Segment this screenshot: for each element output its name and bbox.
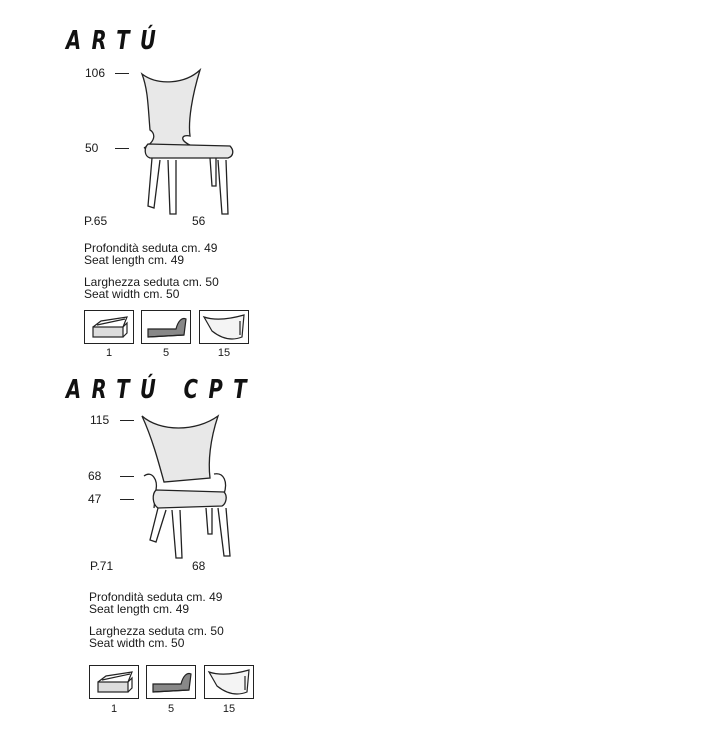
seat-width-en: Seat width cm. 50 xyxy=(84,287,180,301)
icon-label: 5 xyxy=(167,703,175,715)
height-tick xyxy=(115,73,129,74)
seat-depth-it: Profondità seduta cm. 49 xyxy=(89,590,223,604)
icon-label: 15 xyxy=(222,703,236,715)
upholstered-seat-icon xyxy=(146,665,196,699)
height-tick xyxy=(120,420,134,421)
arm-height-tick xyxy=(120,476,134,477)
curved-panel-icon xyxy=(199,310,249,344)
product-title: ARTÚ CPT xyxy=(66,375,258,405)
product-code: P.71 xyxy=(90,559,114,573)
curved-panel-icon xyxy=(204,665,254,699)
icon-label: 15 xyxy=(217,347,231,359)
armchair-drawing xyxy=(140,410,250,560)
upholstered-seat-icon xyxy=(141,310,191,344)
seat-width-it: Larghezza seduta cm. 50 xyxy=(84,275,219,289)
icon-label: 1 xyxy=(105,347,113,359)
arm-height-dimension: 68 xyxy=(88,469,102,483)
seat-depth-it: Profondità seduta cm. 49 xyxy=(84,241,218,255)
height-dimension: 115 xyxy=(90,413,110,427)
icon-label: 5 xyxy=(162,347,170,359)
stacked-boards-icon xyxy=(89,665,139,699)
seat-height-tick xyxy=(115,148,129,149)
seat-width-en: Seat width cm. 50 xyxy=(89,636,185,650)
seat-height-dimension: 47 xyxy=(88,492,102,506)
seat-height-dimension: 50 xyxy=(85,141,99,155)
seat-length-en: Seat length cm. 49 xyxy=(89,602,190,616)
width-dimension: 56 xyxy=(192,214,206,228)
stacked-boards-icon xyxy=(84,310,134,344)
height-dimension: 106 xyxy=(85,66,106,80)
seat-width-it: Larghezza seduta cm. 50 xyxy=(89,624,224,638)
product-title: ARTÚ xyxy=(66,26,167,56)
seat-height-tick xyxy=(120,499,134,500)
width-dimension: 68 xyxy=(192,559,206,573)
product-code: P.65 xyxy=(84,214,108,228)
seat-length-en: Seat length cm. 49 xyxy=(84,253,185,267)
icon-label: 1 xyxy=(110,703,118,715)
chair-drawing xyxy=(130,66,240,222)
